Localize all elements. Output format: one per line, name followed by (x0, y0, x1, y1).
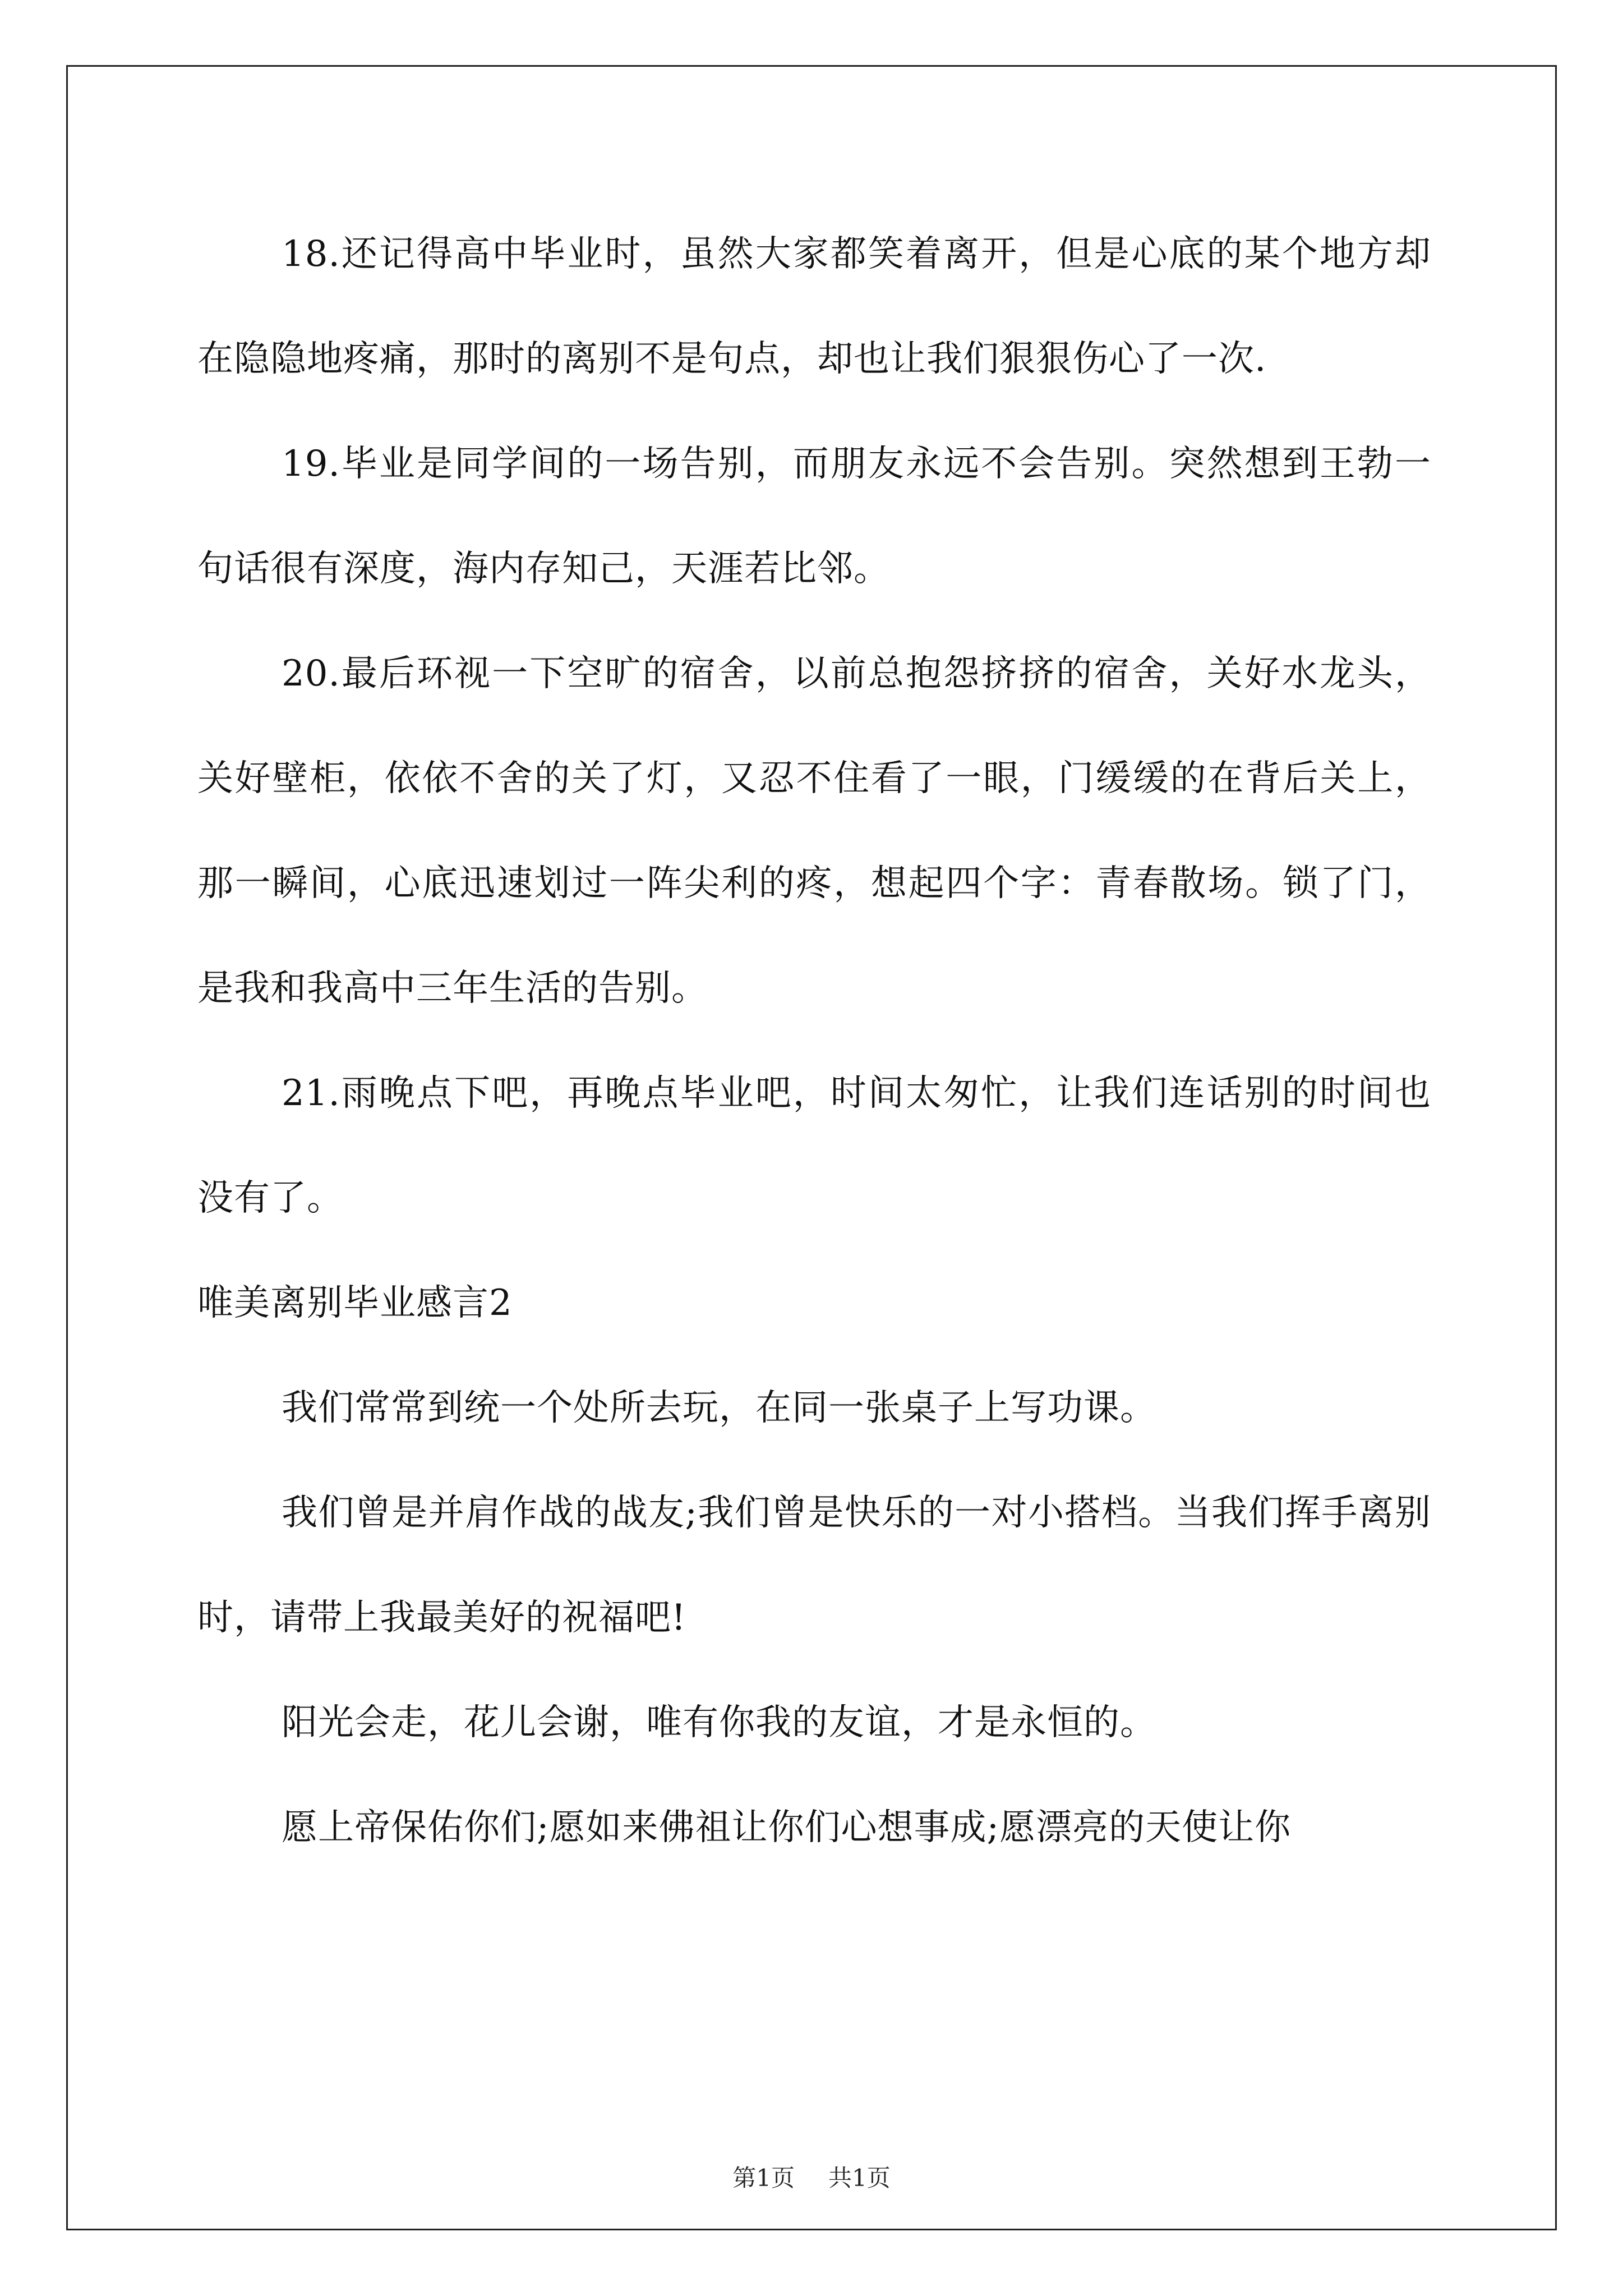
page-footer (0, 2160, 1623, 2193)
page-number: 第1页 (732, 2164, 795, 2192)
paragraph-21: 21.雨晚点下吧，再晚点毕业吧，时间太匆忙，让我们连话别的时间也没有了。 (197, 1073, 1431, 1219)
paragraph-after-1: 我们常常到统一个处所去玩，在同一张桌子上写功课。 (282, 1387, 1156, 1429)
paragraph-after-2: 我们曾是并肩作战的战友;我们曾是快乐的一对小搭档。当我们挥手离别时，请带上我最美好的祝福吧! (197, 1492, 1431, 1639)
document-body (197, 202, 1431, 1880)
paragraph-19: 19.毕业是同学间的一场告别，而朋友永远不会告别。突然想到王勃一句话很有深度，海内存知己，天涯若比邻。 (197, 443, 1431, 590)
paragraph-after-4: 愿上帝保佑你们;愿如来佛祖让你们心想事成;愿漂亮的天使让你 (282, 1807, 1292, 1848)
paragraph-18: 18.还记得高中毕业时，虽然大家都笑着离开，但是心底的某个地方却在隐隐地疼痛，那时的离别不是句点，却也让我们狠狠伤心了一次. (197, 233, 1431, 380)
section-heading: 唯美离别毕业感言2 (197, 1282, 513, 1324)
page-total: 共1页 (828, 2164, 891, 2192)
paragraph-20: 20.最后环视一下空旷的宿舍，以前总抱怨挤挤的宿舍，关好水龙头，关好壁柜，依依不舍的关了灯，又忍不住看了一眼，门缓缓的在背后关上，那一瞬间，心底迅速划过一阵尖利的疼，想起四个字：青春散场。锁了门，是我和我高中三年生活的告别。 (197, 653, 1431, 1009)
paragraph-after-3: 阳光会走，花儿会谢，唯有你我的友谊，才是永恒的。 (282, 1702, 1156, 1743)
